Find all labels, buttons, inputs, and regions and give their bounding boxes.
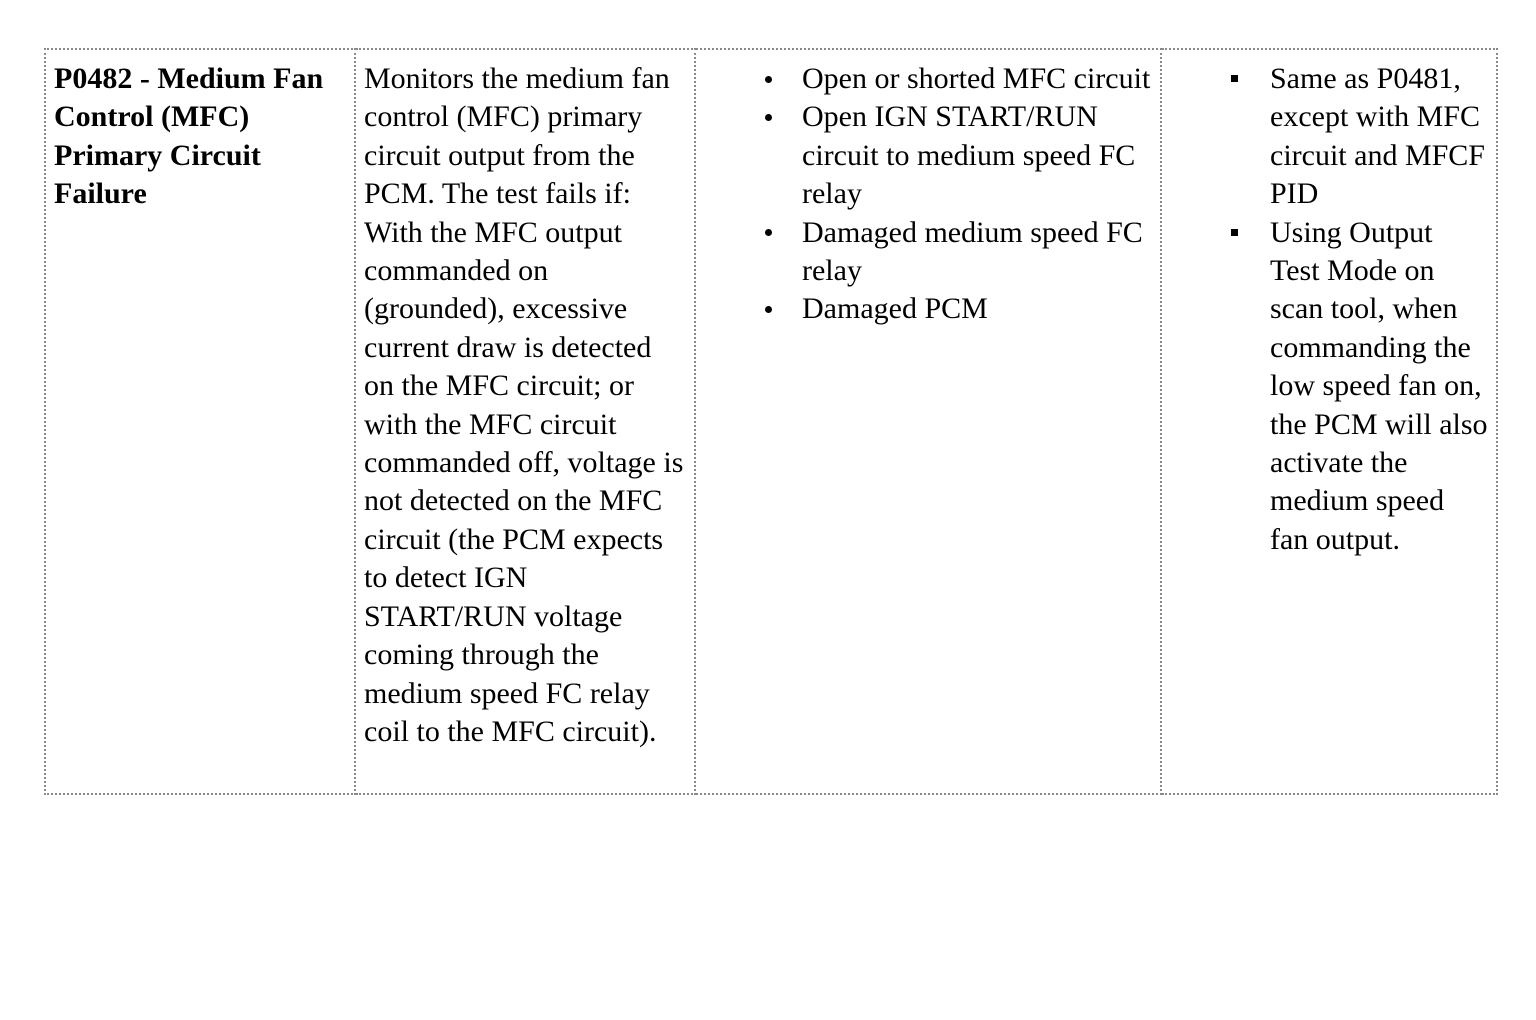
diagnostic-aids-list [1170,60,1488,559]
aid-text: Same as P0481, except with MFC circuit and MFCF PID [1270,62,1485,211]
description-cell [355,49,695,794]
round-bullet-icon [758,214,778,252]
list-item [704,98,1152,213]
cause-text: Open or shorted MFC circuit [802,62,1151,95]
cause-text: Damaged medium speed FC relay [802,215,1143,288]
possible-causes-list [704,60,1152,329]
dtc-table [44,48,1498,795]
round-bullet-icon [758,60,778,98]
square-bullet-icon [1224,214,1244,252]
code-cell [45,49,355,794]
square-bullet-icon [1224,60,1244,98]
list-item [704,60,1152,98]
possible-causes-cell [695,49,1161,794]
list-item [1170,60,1488,214]
dtc-description: Monitors the medium fan control (MFC) primary circuit output from the PCM. The test fails if: With the MFC output commanded on (grounded), excessive current draw is detected on the MFC circuit; or with the MFC circuit commanded off, voltage is not detected on the MFC circuit (the PCM expects to detect IGN START/RUN voltage coming through the medium speed FC relay coil to the MFC circuit). [364,62,684,748]
dtc-code-title: P0482 - Medium Fan Control (MFC) Primary Circuit Failure [54,62,324,211]
list-item [1170,214,1488,560]
list-item [704,214,1152,291]
cause-text: Damaged PCM [802,292,988,326]
aid-text: Using Output Test Mode on scan tool, when commanding the low speed fan on, the PCM will also activate the medium speed fan output. [1270,215,1488,556]
table-row [45,49,1497,794]
cause-text: Open IGN START/RUN circuit to medium speed FC relay [802,100,1136,211]
list-item [704,290,1152,328]
diagnostic-aids-cell [1161,49,1497,794]
round-bullet-icon [758,98,778,136]
round-bullet-icon [758,290,778,328]
